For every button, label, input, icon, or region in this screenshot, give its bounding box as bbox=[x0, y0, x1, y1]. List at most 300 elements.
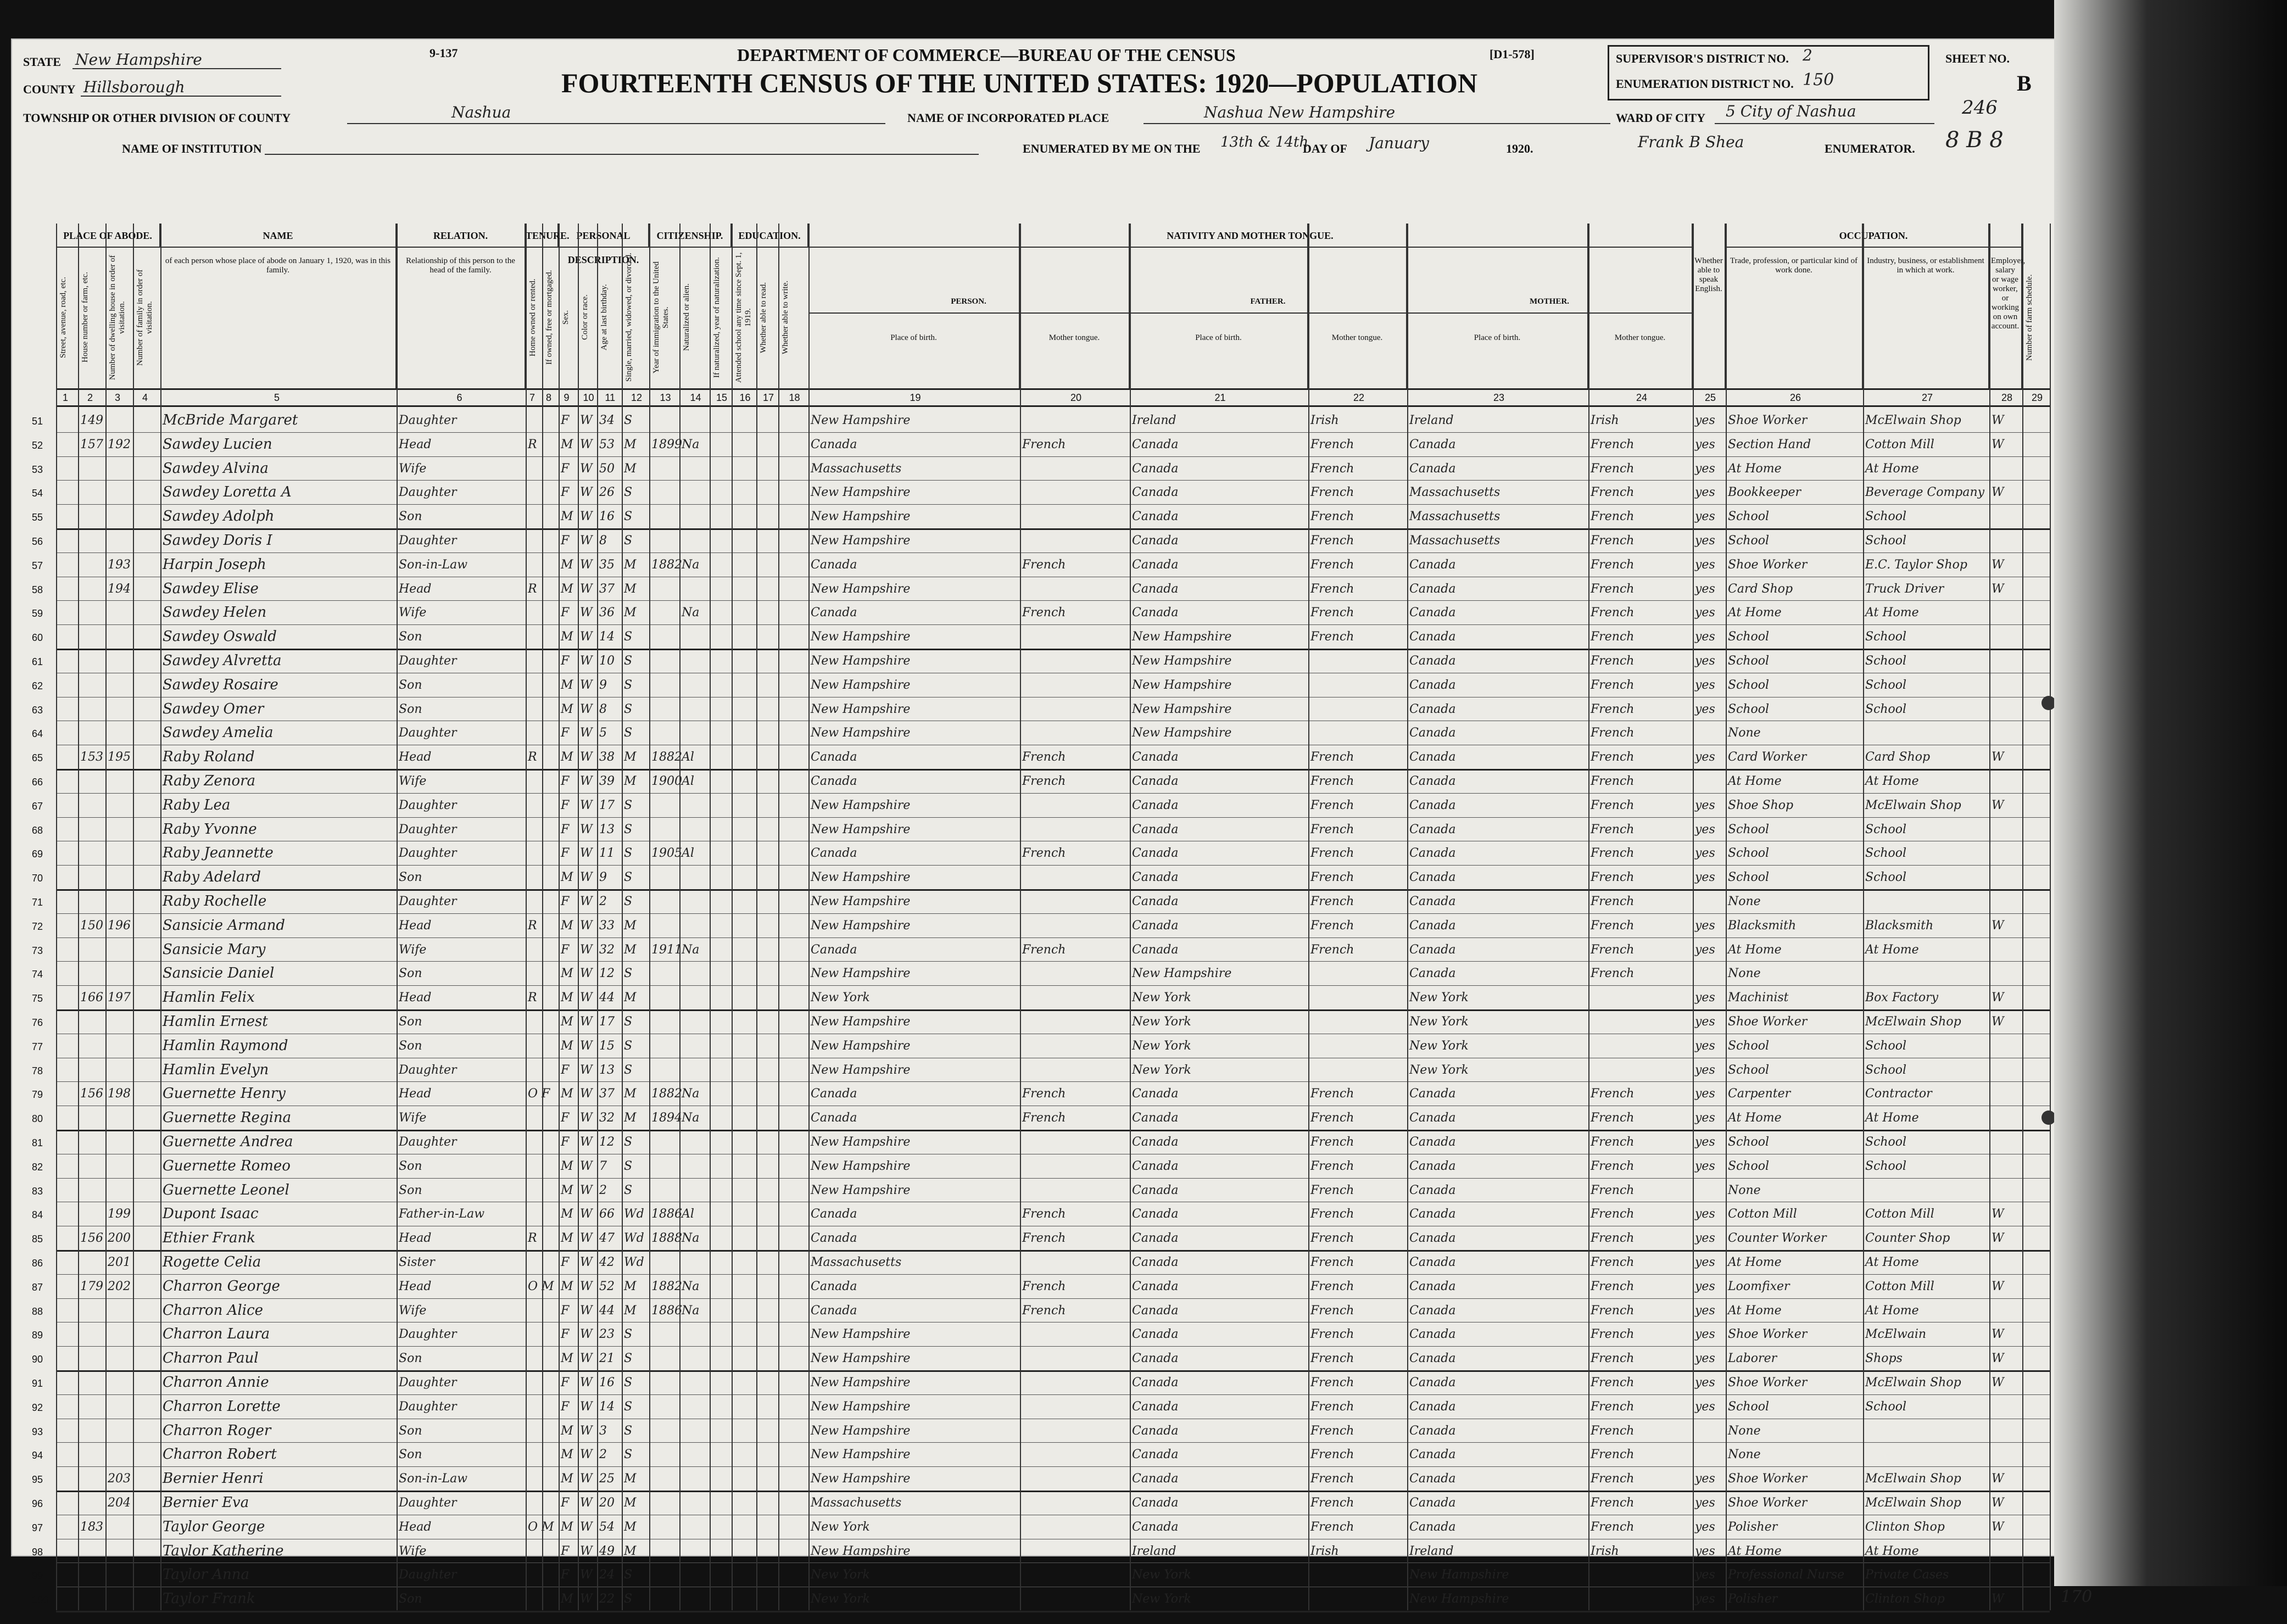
cell-imm: 1882 bbox=[651, 557, 682, 572]
cell-race: W bbox=[580, 1376, 593, 1389]
cell-mpob: New York bbox=[1409, 991, 1469, 1005]
cell-emp bbox=[1989, 869, 2022, 885]
cell-dwell bbox=[105, 605, 133, 621]
cell-imm bbox=[649, 533, 679, 549]
cell-fmt: French bbox=[1310, 1279, 1354, 1293]
cell-fam bbox=[133, 1326, 160, 1342]
cell-emp bbox=[1989, 894, 2022, 909]
cell-ind bbox=[1863, 894, 1989, 909]
line-number: 85 bbox=[32, 1234, 43, 1245]
cell-fam bbox=[133, 1038, 160, 1054]
cell-house bbox=[78, 1543, 105, 1559]
cell-imm: 1894 bbox=[651, 1111, 682, 1125]
column-number: 17 bbox=[763, 392, 774, 403]
cell-dwell: 199 bbox=[108, 1207, 131, 1221]
cell-imm bbox=[649, 1326, 679, 1342]
ward-value: 5 City of Nashua bbox=[1726, 102, 1856, 120]
cell-trade: Shoe Worker bbox=[1728, 414, 1808, 427]
cell-emp bbox=[1989, 605, 2022, 621]
cell-dwell bbox=[105, 484, 133, 500]
cell-rel: Wife bbox=[399, 461, 427, 476]
column-number: 25 bbox=[1705, 392, 1716, 403]
cell-mmt: French bbox=[1591, 750, 1635, 764]
cell-name: Charron Laura bbox=[163, 1326, 270, 1343]
cell-dwell: 200 bbox=[108, 1231, 131, 1246]
cell-emp bbox=[1989, 966, 2022, 981]
cell-dwell: 201 bbox=[108, 1255, 131, 1269]
cell-fmt bbox=[1308, 1591, 1407, 1607]
cell-imm bbox=[649, 677, 679, 693]
cell-sex: F bbox=[561, 1376, 570, 1389]
table-row bbox=[32, 1491, 2050, 1515]
cell-fam bbox=[133, 557, 160, 573]
cell-imm bbox=[649, 1567, 679, 1583]
cell-name: Charron George bbox=[163, 1277, 280, 1294]
cell-imm bbox=[649, 484, 679, 500]
cell-ms: S bbox=[624, 1063, 633, 1077]
column-number: 18 bbox=[789, 392, 800, 403]
cell-rel: Son bbox=[399, 1159, 422, 1173]
cell-house bbox=[78, 533, 105, 549]
cell-house bbox=[78, 509, 105, 524]
enumerator-label: ENUMERATOR. bbox=[1825, 142, 1915, 155]
cell-fpob: Canada bbox=[1132, 1183, 1179, 1197]
cell-age: 2 bbox=[599, 1448, 607, 1462]
cell-emp bbox=[1989, 1134, 2022, 1150]
cell-pob: New Hampshire bbox=[811, 485, 911, 500]
cell-house bbox=[78, 869, 105, 885]
cell-own bbox=[526, 1303, 542, 1319]
cell-pob: New Hampshire bbox=[811, 1063, 911, 1077]
cell-nat bbox=[679, 1567, 710, 1583]
cell-ind: Shops bbox=[1865, 1352, 1903, 1366]
cell-eng: yes bbox=[1695, 750, 1715, 764]
column-header-14: Naturalized or alien. bbox=[679, 249, 710, 386]
cell-trade: Professional Nurse bbox=[1728, 1568, 1845, 1582]
enumeration-day: 13th & 14th bbox=[1220, 134, 1309, 150]
cell-rel: Daughter bbox=[399, 1399, 457, 1414]
cell-dwell: 195 bbox=[108, 750, 131, 764]
cell-name: Taylor Anna bbox=[163, 1566, 249, 1583]
cell-name: Raby Roland bbox=[163, 749, 255, 766]
cell-fam bbox=[133, 845, 160, 861]
cell-fpob: Canada bbox=[1132, 942, 1179, 957]
cell-trade: School bbox=[1728, 678, 1770, 692]
column-number: 12 bbox=[631, 392, 643, 403]
line-number: 92 bbox=[32, 1402, 43, 1413]
cell-pob: New Hampshire bbox=[811, 414, 911, 427]
cell-age: 49 bbox=[599, 1544, 615, 1558]
cell-fpob: New Hampshire bbox=[1132, 678, 1232, 692]
cell-sex: F bbox=[561, 1063, 570, 1077]
cell-mmt: French bbox=[1591, 510, 1635, 524]
column-header-7: Home owned or rented. bbox=[526, 249, 542, 386]
cell-mmt: French bbox=[1591, 461, 1635, 476]
column-header-19: Place of birth. bbox=[808, 224, 1020, 388]
table-row bbox=[32, 937, 2050, 962]
cell-ms: M bbox=[624, 1472, 637, 1486]
cell-imm: 1882 bbox=[651, 750, 682, 764]
table-row bbox=[32, 1081, 2050, 1106]
cell-sex: M bbox=[561, 1424, 573, 1438]
cell-dwell bbox=[105, 1326, 133, 1342]
line-number: 81 bbox=[32, 1137, 43, 1148]
cell-ind: School bbox=[1865, 846, 1907, 861]
line-number: 78 bbox=[32, 1065, 43, 1076]
cell-race: W bbox=[580, 678, 593, 692]
cell-ms: M bbox=[624, 437, 637, 451]
group-header-tenure: TENURE. bbox=[526, 224, 559, 248]
column-header-16: Attended school any time since Sept. 1, 1919. bbox=[732, 249, 756, 386]
cell-fam bbox=[133, 1399, 160, 1415]
cell-race: W bbox=[580, 461, 593, 476]
cell-ms: S bbox=[624, 1352, 633, 1366]
cell-mt bbox=[1020, 1495, 1130, 1511]
cell-own bbox=[526, 1014, 542, 1030]
line-number: 83 bbox=[32, 1185, 43, 1197]
cell-ind: Contractor bbox=[1865, 1087, 1932, 1101]
cell-mpob: Massachusetts bbox=[1409, 534, 1501, 548]
cell-mt bbox=[1020, 725, 1130, 741]
cell-pob: Massachusetts bbox=[811, 1496, 902, 1510]
cell-fpob: Canada bbox=[1132, 1496, 1179, 1510]
cell-fmt: French bbox=[1310, 1159, 1354, 1173]
cell-fmt: French bbox=[1310, 870, 1354, 885]
cell-sex: M bbox=[561, 1520, 573, 1534]
cell-mpob: Canada bbox=[1409, 630, 1456, 644]
cell-emp: W bbox=[1992, 582, 2004, 596]
cell-emp: W bbox=[1992, 1592, 2004, 1606]
cell-fmt: French bbox=[1310, 895, 1354, 908]
cell-sex: M bbox=[561, 1231, 573, 1246]
cell-rel: Wife bbox=[399, 1111, 427, 1125]
column-number: 13 bbox=[660, 392, 671, 403]
cell-sex: M bbox=[561, 582, 573, 596]
cell-mmt: French bbox=[1591, 846, 1635, 861]
form-code: 9-137 bbox=[429, 46, 458, 60]
cell-mmt: French bbox=[1591, 1520, 1635, 1534]
line-number: 88 bbox=[32, 1305, 43, 1317]
line-number: 68 bbox=[32, 824, 43, 836]
column-number: 23 bbox=[1493, 392, 1505, 403]
cell-age: 17 bbox=[599, 1015, 615, 1029]
column-header-18: Whether able to write. bbox=[778, 249, 808, 386]
cell-nat bbox=[679, 484, 710, 500]
cell-sex: F bbox=[561, 1399, 570, 1414]
cell-mpob: Canada bbox=[1409, 678, 1456, 692]
cell-eng: yes bbox=[1695, 1111, 1715, 1125]
cell-fam bbox=[133, 1447, 160, 1463]
cell-age: 17 bbox=[599, 798, 615, 812]
cell-fmt: French bbox=[1310, 1376, 1354, 1389]
cell-eng: yes bbox=[1695, 534, 1715, 548]
cell-age: 7 bbox=[599, 1159, 607, 1173]
cell-trade: Loomfixer bbox=[1728, 1279, 1790, 1293]
cell-fpob: New York bbox=[1132, 1015, 1191, 1029]
cell-own: O M bbox=[528, 1520, 554, 1534]
cell-name: Raby Yvonne bbox=[163, 821, 257, 838]
cell-mt bbox=[1020, 629, 1130, 645]
cell-imm bbox=[649, 1158, 679, 1174]
cell-fam bbox=[133, 797, 160, 813]
cell-mt bbox=[1020, 1543, 1130, 1559]
line-number: 100 bbox=[32, 1594, 49, 1606]
cell-fam bbox=[133, 484, 160, 500]
cell-race: W bbox=[580, 534, 593, 548]
cell-nat bbox=[679, 1182, 710, 1198]
table-row bbox=[32, 1466, 2050, 1492]
stamp-sheet: 8 B 8 bbox=[1945, 127, 2004, 153]
cell-own bbox=[526, 1423, 542, 1439]
cell-mt: French bbox=[1022, 1303, 1066, 1318]
cell-race: W bbox=[580, 1327, 593, 1342]
county-label: COUNTY bbox=[23, 82, 76, 96]
cell-house bbox=[78, 701, 105, 717]
cell-mmt: French bbox=[1591, 1087, 1635, 1101]
cell-mmt: French bbox=[1591, 774, 1635, 788]
cell-house: 149 bbox=[80, 414, 103, 427]
cell-ms: S bbox=[624, 630, 633, 644]
cell-fmt: French bbox=[1310, 510, 1354, 524]
cell-fpob: Canada bbox=[1132, 1087, 1179, 1101]
cell-race: W bbox=[580, 1111, 593, 1125]
cell-eng bbox=[1693, 966, 1726, 981]
cell-sex: M bbox=[561, 1039, 573, 1053]
cell-mmt: French bbox=[1591, 1352, 1635, 1366]
cell-fam bbox=[133, 701, 160, 717]
cell-age: 9 bbox=[599, 678, 607, 692]
cell-fpob: Canada bbox=[1132, 895, 1179, 908]
cell-nat bbox=[679, 918, 710, 934]
column-number: 10 bbox=[583, 392, 594, 403]
cell-fmt: French bbox=[1310, 918, 1354, 933]
cell-mpob: Canada bbox=[1409, 1424, 1456, 1438]
cell-eng: yes bbox=[1695, 485, 1715, 500]
cell-sex: M bbox=[561, 1159, 573, 1173]
cell-trade: School bbox=[1728, 510, 1770, 524]
cell-mmt: French bbox=[1591, 1303, 1635, 1318]
cell-own bbox=[526, 1110, 542, 1126]
column-header-3: Number of dwelling house in order of visitation. bbox=[105, 249, 133, 386]
column-number: 19 bbox=[910, 392, 921, 403]
cell-own: R bbox=[528, 582, 537, 596]
cell-imm: 1900 bbox=[651, 774, 682, 788]
cell-fam bbox=[133, 1350, 160, 1366]
line-number: 51 bbox=[32, 416, 43, 427]
cell-trade: Blacksmith bbox=[1728, 918, 1797, 933]
cell-trade: Bookkeeper bbox=[1728, 485, 1801, 500]
cell-fpob: Canada bbox=[1132, 1279, 1179, 1293]
cell-trade: At Home bbox=[1728, 1544, 1782, 1558]
sheet-label: SHEET NO. bbox=[1945, 52, 2010, 65]
cell-trade: Shoe Worker bbox=[1728, 1376, 1808, 1389]
cell-mmt: French bbox=[1591, 1279, 1635, 1293]
cell-trade: Carpenter bbox=[1728, 1087, 1791, 1101]
cell-imm bbox=[649, 894, 679, 909]
cell-race: W bbox=[580, 1183, 593, 1197]
cell-name: Sawdey Alvretta bbox=[163, 652, 282, 669]
cell-fam bbox=[133, 437, 160, 453]
cell-trade: School bbox=[1728, 630, 1770, 644]
cell-pob: New Hampshire bbox=[811, 967, 911, 981]
cell-own: R bbox=[528, 750, 537, 764]
cell-nat bbox=[679, 869, 710, 885]
cell-mt bbox=[1020, 1158, 1130, 1174]
cell-ms: M bbox=[624, 991, 637, 1005]
cell-fpob: New York bbox=[1132, 991, 1191, 1005]
cell-ms: S bbox=[624, 1592, 633, 1606]
cell-nat bbox=[679, 701, 710, 717]
column-header-1: Street, avenue, road, etc. bbox=[56, 249, 78, 386]
cell-house bbox=[78, 1471, 105, 1487]
cell-sex: F bbox=[561, 1255, 570, 1269]
cell-dwell: 193 bbox=[108, 557, 131, 572]
cell-emp: W bbox=[1992, 557, 2004, 572]
column-number: 4 bbox=[142, 392, 148, 403]
cell-emp bbox=[1989, 1254, 2022, 1270]
line-number: 86 bbox=[32, 1258, 43, 1269]
cell-race: W bbox=[580, 1087, 593, 1101]
cell-name: Sawdey Omer bbox=[163, 700, 264, 717]
cell-mpob: Massachusetts bbox=[1409, 510, 1501, 524]
cell-emp: W bbox=[1992, 1327, 2004, 1342]
table-row bbox=[32, 1226, 2050, 1252]
line-number: 69 bbox=[32, 849, 43, 860]
cell-trade: School bbox=[1728, 702, 1770, 716]
cell-emp: W bbox=[1992, 437, 2004, 451]
column-number: 20 bbox=[1070, 392, 1082, 403]
cell-own bbox=[526, 797, 542, 813]
cell-own bbox=[526, 629, 542, 645]
cell-ms: M bbox=[624, 461, 637, 476]
cell-age: 2 bbox=[599, 895, 607, 908]
cell-house bbox=[78, 1326, 105, 1342]
cell-dwell bbox=[105, 1591, 133, 1607]
cell-sex: F bbox=[561, 1303, 570, 1318]
cell-eng: yes bbox=[1695, 606, 1715, 620]
cell-mpob: Canada bbox=[1409, 822, 1456, 836]
cell-fpob: Canada bbox=[1132, 1448, 1179, 1462]
cell-fpob: Canada bbox=[1132, 1231, 1179, 1246]
cell-mmt: French bbox=[1591, 654, 1635, 668]
cell-rel: Son bbox=[399, 678, 422, 692]
group-header-citizenship: CITIZENSHIP. bbox=[649, 224, 732, 248]
cell-house bbox=[78, 1567, 105, 1583]
cell-trade: At Home bbox=[1728, 1255, 1782, 1269]
column-header-17: Whether able to read. bbox=[756, 249, 778, 386]
cell-mt bbox=[1020, 1350, 1130, 1366]
cell-ind: Box Factory bbox=[1865, 991, 1939, 1005]
cell-pob: Canada bbox=[811, 557, 857, 572]
cell-mpob: Canada bbox=[1409, 606, 1456, 620]
cell-mpob: Canada bbox=[1409, 1520, 1456, 1534]
cell-fam bbox=[133, 869, 160, 885]
cell-race: W bbox=[580, 630, 593, 644]
cell-rel: Son-in-Law bbox=[399, 557, 468, 572]
cell-rel: Sister bbox=[399, 1255, 435, 1269]
cell-ind: School bbox=[1865, 702, 1907, 716]
cell-eng: yes bbox=[1695, 1352, 1715, 1366]
cell-nat bbox=[679, 533, 710, 549]
cell-nat bbox=[679, 1014, 710, 1030]
cell-fmt bbox=[1308, 1567, 1407, 1583]
cell-mmt: French bbox=[1591, 1496, 1635, 1510]
cell-dwell bbox=[105, 797, 133, 813]
cell-eng: yes bbox=[1695, 1520, 1715, 1534]
cell-ind: School bbox=[1865, 1063, 1907, 1077]
cell-age: 37 bbox=[599, 582, 615, 596]
cell-mpob: Canada bbox=[1409, 1448, 1456, 1462]
cell-mmt: French bbox=[1591, 1135, 1635, 1149]
cell-sex: F bbox=[561, 1327, 570, 1342]
table-row bbox=[32, 1419, 2050, 1443]
cell-emp bbox=[1989, 1038, 2022, 1054]
cell-ind: McElwain Shop bbox=[1865, 1015, 1961, 1029]
cell-imm bbox=[649, 1495, 679, 1511]
cell-pob: Canada bbox=[811, 437, 857, 451]
cell-fmt: French bbox=[1310, 557, 1354, 572]
cell-nat: Na bbox=[682, 1303, 700, 1318]
cell-fpob: Canada bbox=[1132, 918, 1179, 933]
cell-mmt: French bbox=[1591, 1472, 1635, 1486]
cell-race: W bbox=[580, 822, 593, 836]
cell-trade: At Home bbox=[1728, 942, 1782, 957]
cell-nat: Al bbox=[682, 774, 694, 788]
cell-race: W bbox=[580, 1135, 593, 1149]
cell-fpob: Canada bbox=[1132, 846, 1179, 861]
cell-fmt: French bbox=[1310, 534, 1354, 548]
cell-own bbox=[526, 1447, 542, 1463]
cell-ind: At Home bbox=[1865, 606, 1919, 620]
cell-mt bbox=[1020, 822, 1130, 838]
cell-mmt: Irish bbox=[1591, 1544, 1619, 1558]
cell-ms: M bbox=[624, 1303, 637, 1318]
cell-sex: F bbox=[561, 461, 570, 476]
cell-age: 34 bbox=[599, 414, 615, 427]
cell-rel: Son bbox=[399, 1424, 422, 1438]
cell-mt: French bbox=[1022, 437, 1066, 451]
cell-rel: Daughter bbox=[399, 1327, 457, 1342]
cell-house bbox=[78, 1399, 105, 1415]
cell-trade: None bbox=[1728, 726, 1761, 740]
cell-pob: New Hampshire bbox=[811, 895, 911, 908]
cell-house bbox=[78, 1182, 105, 1198]
cell-emp: W bbox=[1992, 1015, 2004, 1029]
cell-own bbox=[526, 1158, 542, 1174]
occupation-code: 170 bbox=[2061, 1587, 2093, 1607]
cell-mmt: French bbox=[1591, 1111, 1635, 1125]
cell-name: Sansicie Daniel bbox=[163, 965, 275, 982]
cell-mpob: Ireland bbox=[1409, 1544, 1454, 1558]
cell-sex: F bbox=[561, 726, 570, 740]
cell-emp bbox=[1989, 629, 2022, 645]
cell-trade: School bbox=[1728, 1159, 1770, 1173]
cell-rel: Son bbox=[399, 1039, 422, 1053]
table-row bbox=[32, 841, 2050, 866]
cell-dwell bbox=[105, 1182, 133, 1198]
cell-eng: yes bbox=[1695, 1159, 1715, 1173]
cell-mt: French bbox=[1022, 774, 1066, 788]
cell-trade: Shoe Shop bbox=[1728, 798, 1794, 812]
cell-ind: School bbox=[1865, 1135, 1907, 1149]
cell-dwell bbox=[105, 1543, 133, 1559]
cell-name: Dupont Isaac bbox=[163, 1206, 259, 1223]
cell-mpob: Canada bbox=[1409, 1231, 1456, 1246]
cell-ind: School bbox=[1865, 678, 1907, 692]
line-number: 65 bbox=[32, 752, 43, 764]
cell-race: W bbox=[580, 654, 593, 668]
cell-fpob: Canada bbox=[1132, 582, 1179, 596]
